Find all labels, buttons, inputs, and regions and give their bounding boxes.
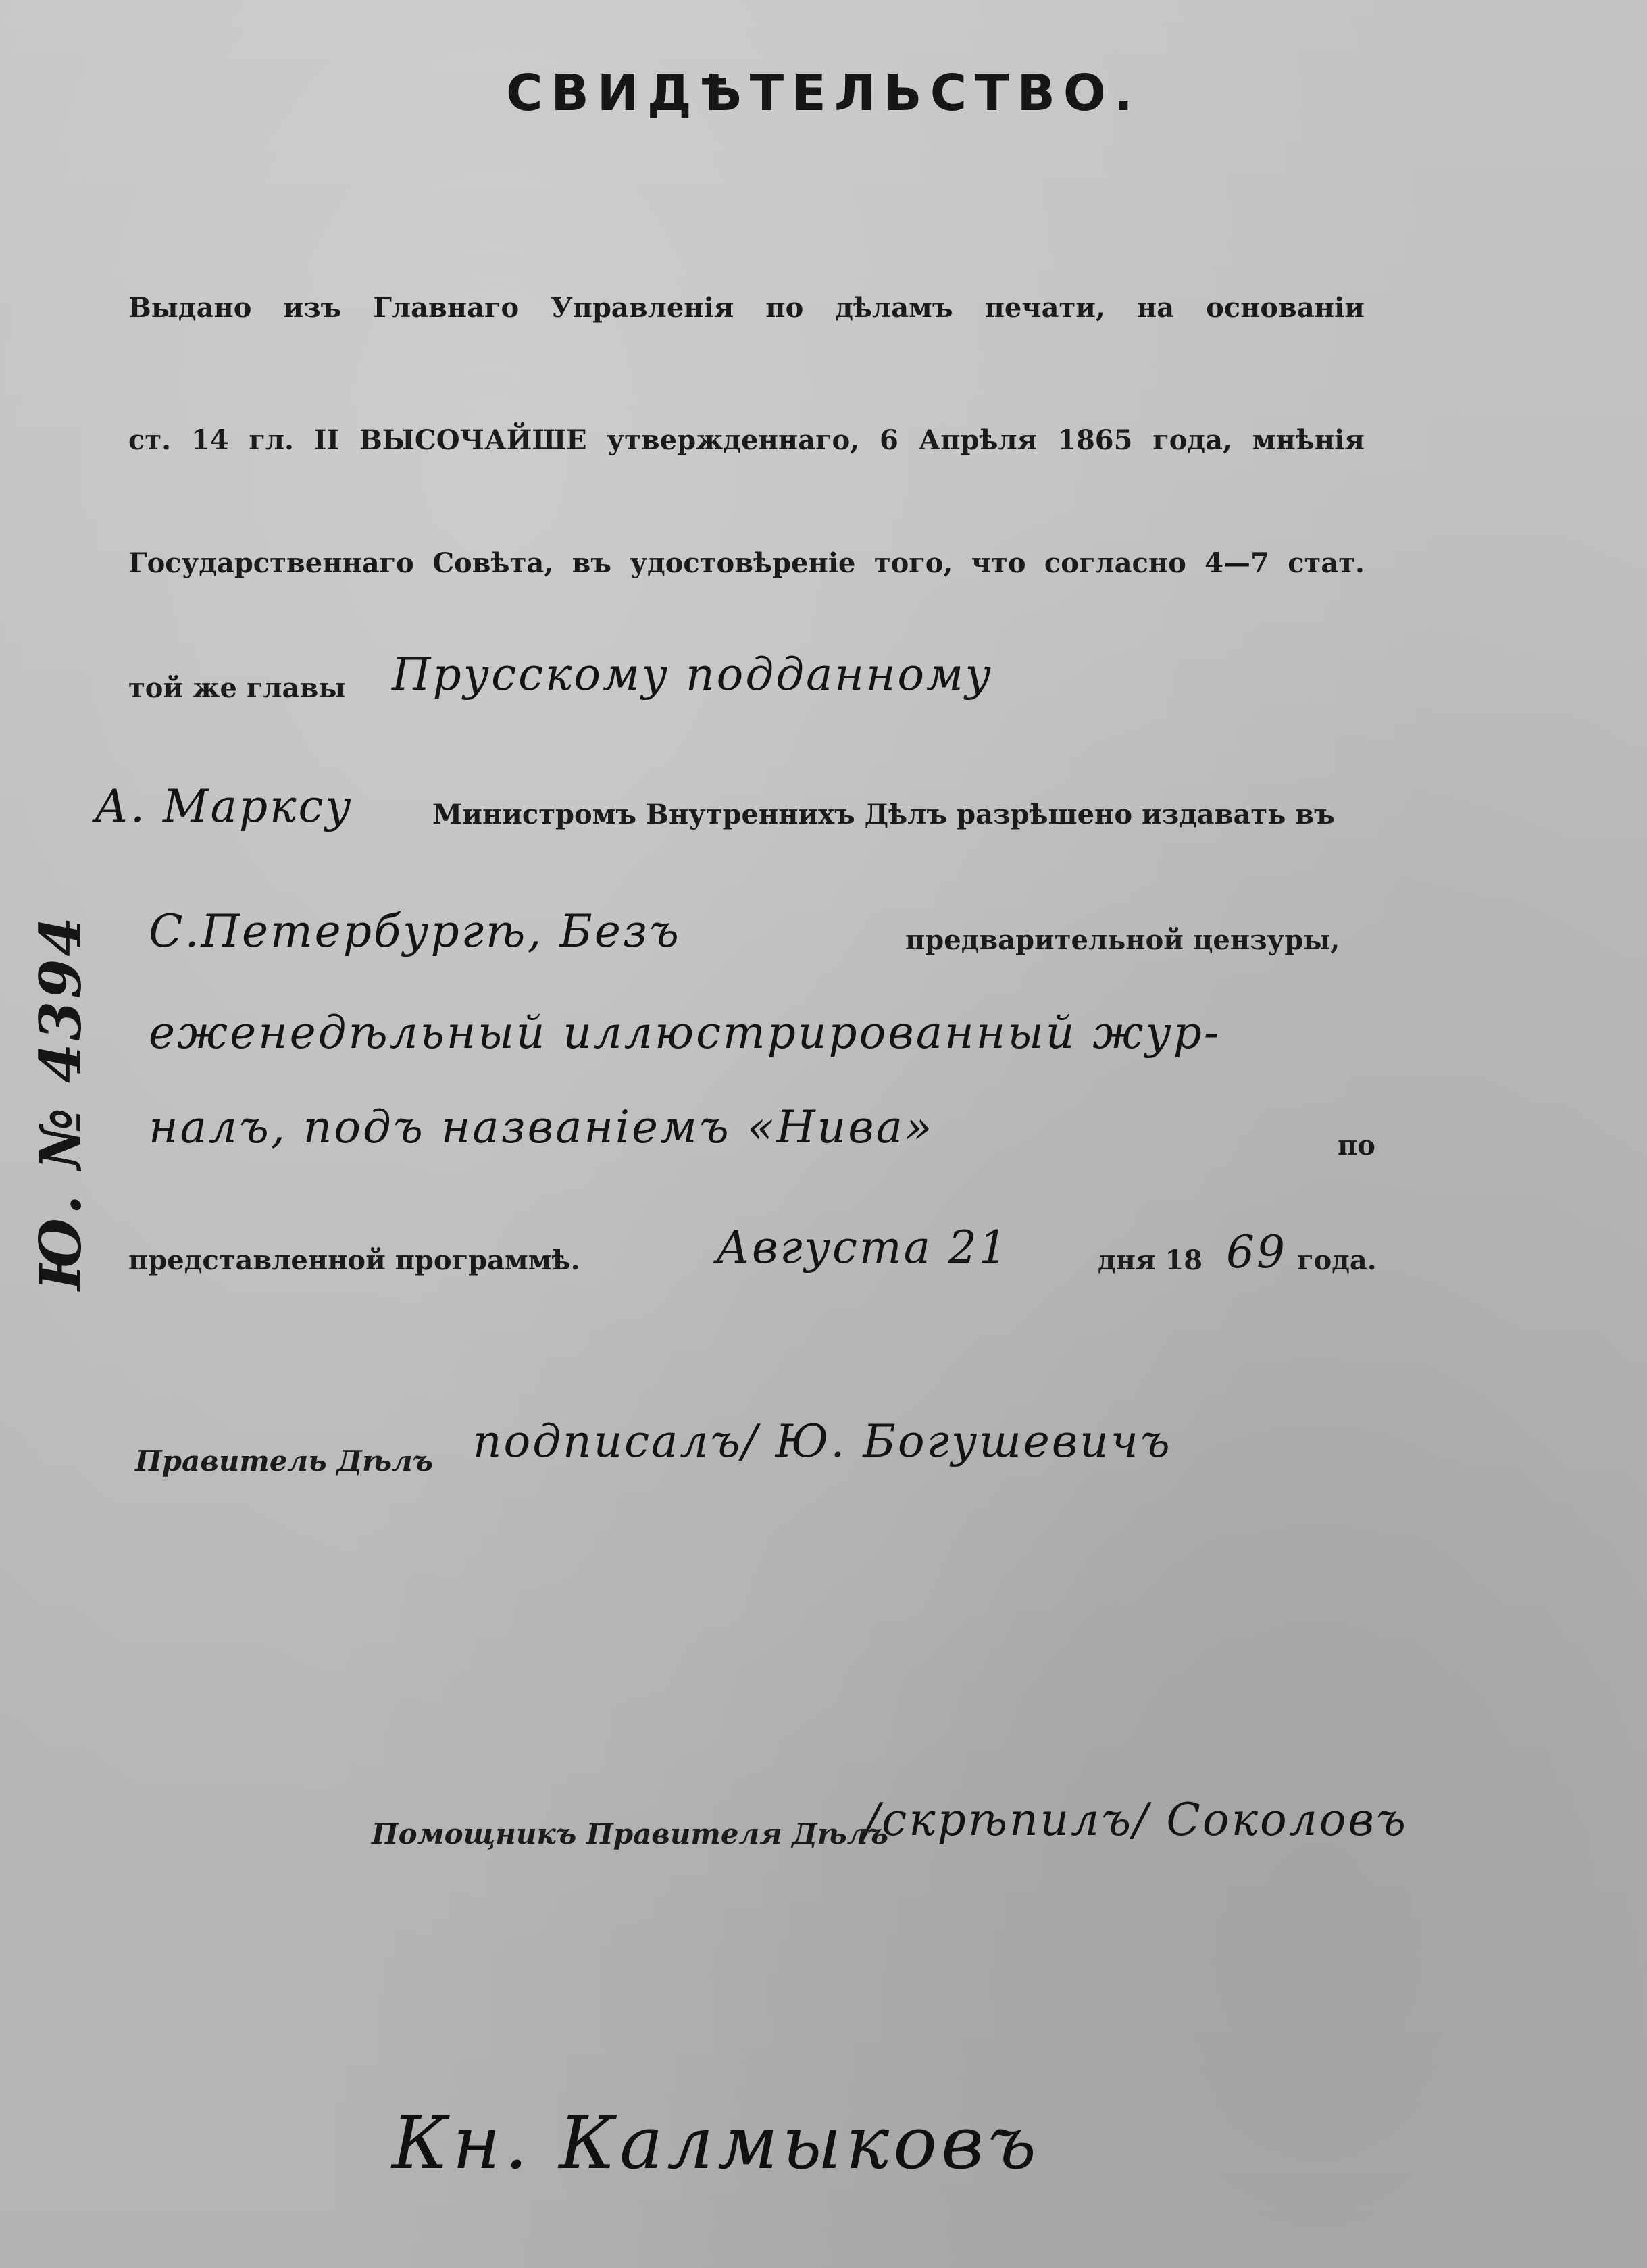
text-date-day: дня 18	[1098, 1244, 1203, 1276]
ruler-of-affairs-signature: подписалъ/ Ю. Богушевичъ	[473, 1415, 1172, 1467]
handwritten-publication-place: С.Петербургѣ, Безъ	[149, 905, 681, 957]
ruler-of-affairs-label: Правитель Дѣлъ	[135, 1444, 434, 1478]
handwritten-year: 69	[1226, 1226, 1287, 1278]
handwritten-publication-type: еженедѣльный иллюстрированный жур-	[149, 1007, 1221, 1059]
text-line-4-print: той же главы	[128, 672, 346, 704]
bottom-signature: Кн. Калмыковъ	[392, 2101, 1040, 2186]
assistant-ruler-label: Помощникъ Правителя Дѣлъ	[372, 1817, 889, 1850]
text-line-8-print: по	[1338, 1130, 1375, 1161]
text-line-3: Государственнаго Совѣта, въ удостовѣреніе того, что согласно 4—7 стат.	[128, 547, 1365, 579]
text-line-6-print: предварительной цензуры,	[905, 924, 1340, 956]
text-line-2: ст. 14 гл. II ВЫСОЧАЙШЕ утвержденнаго, 6 Апрѣля 1865 года, мнѣнія	[128, 424, 1365, 456]
text-line-1: Выдано изъ Главнаго Управленія по дѣламъ печати, на основаніи	[128, 292, 1365, 324]
assistant-ruler-signature: /скрѣпилъ/ Соколовъ	[865, 1794, 1408, 1846]
text-date-suffix: года.	[1297, 1244, 1377, 1276]
handwritten-recipient-name: А. Марксу	[95, 780, 353, 832]
handwritten-publication-title: налъ, подъ названіемъ «Нива»	[149, 1101, 934, 1153]
handwritten-recipient-nationality: Прусскому подданному	[392, 649, 994, 701]
margin-registry-note: Ю. № 4394	[27, 914, 94, 1290]
text-line-9-print: представленной программѣ.	[128, 1244, 580, 1276]
document-title: СВИДѢТЕЛЬСТВО.	[506, 64, 1141, 122]
handwritten-date: Августа 21	[716, 1221, 1009, 1274]
text-line-5-print: Министромъ Внутреннихъ Дѣлъ разрѣшено издавать въ	[432, 799, 1335, 830]
